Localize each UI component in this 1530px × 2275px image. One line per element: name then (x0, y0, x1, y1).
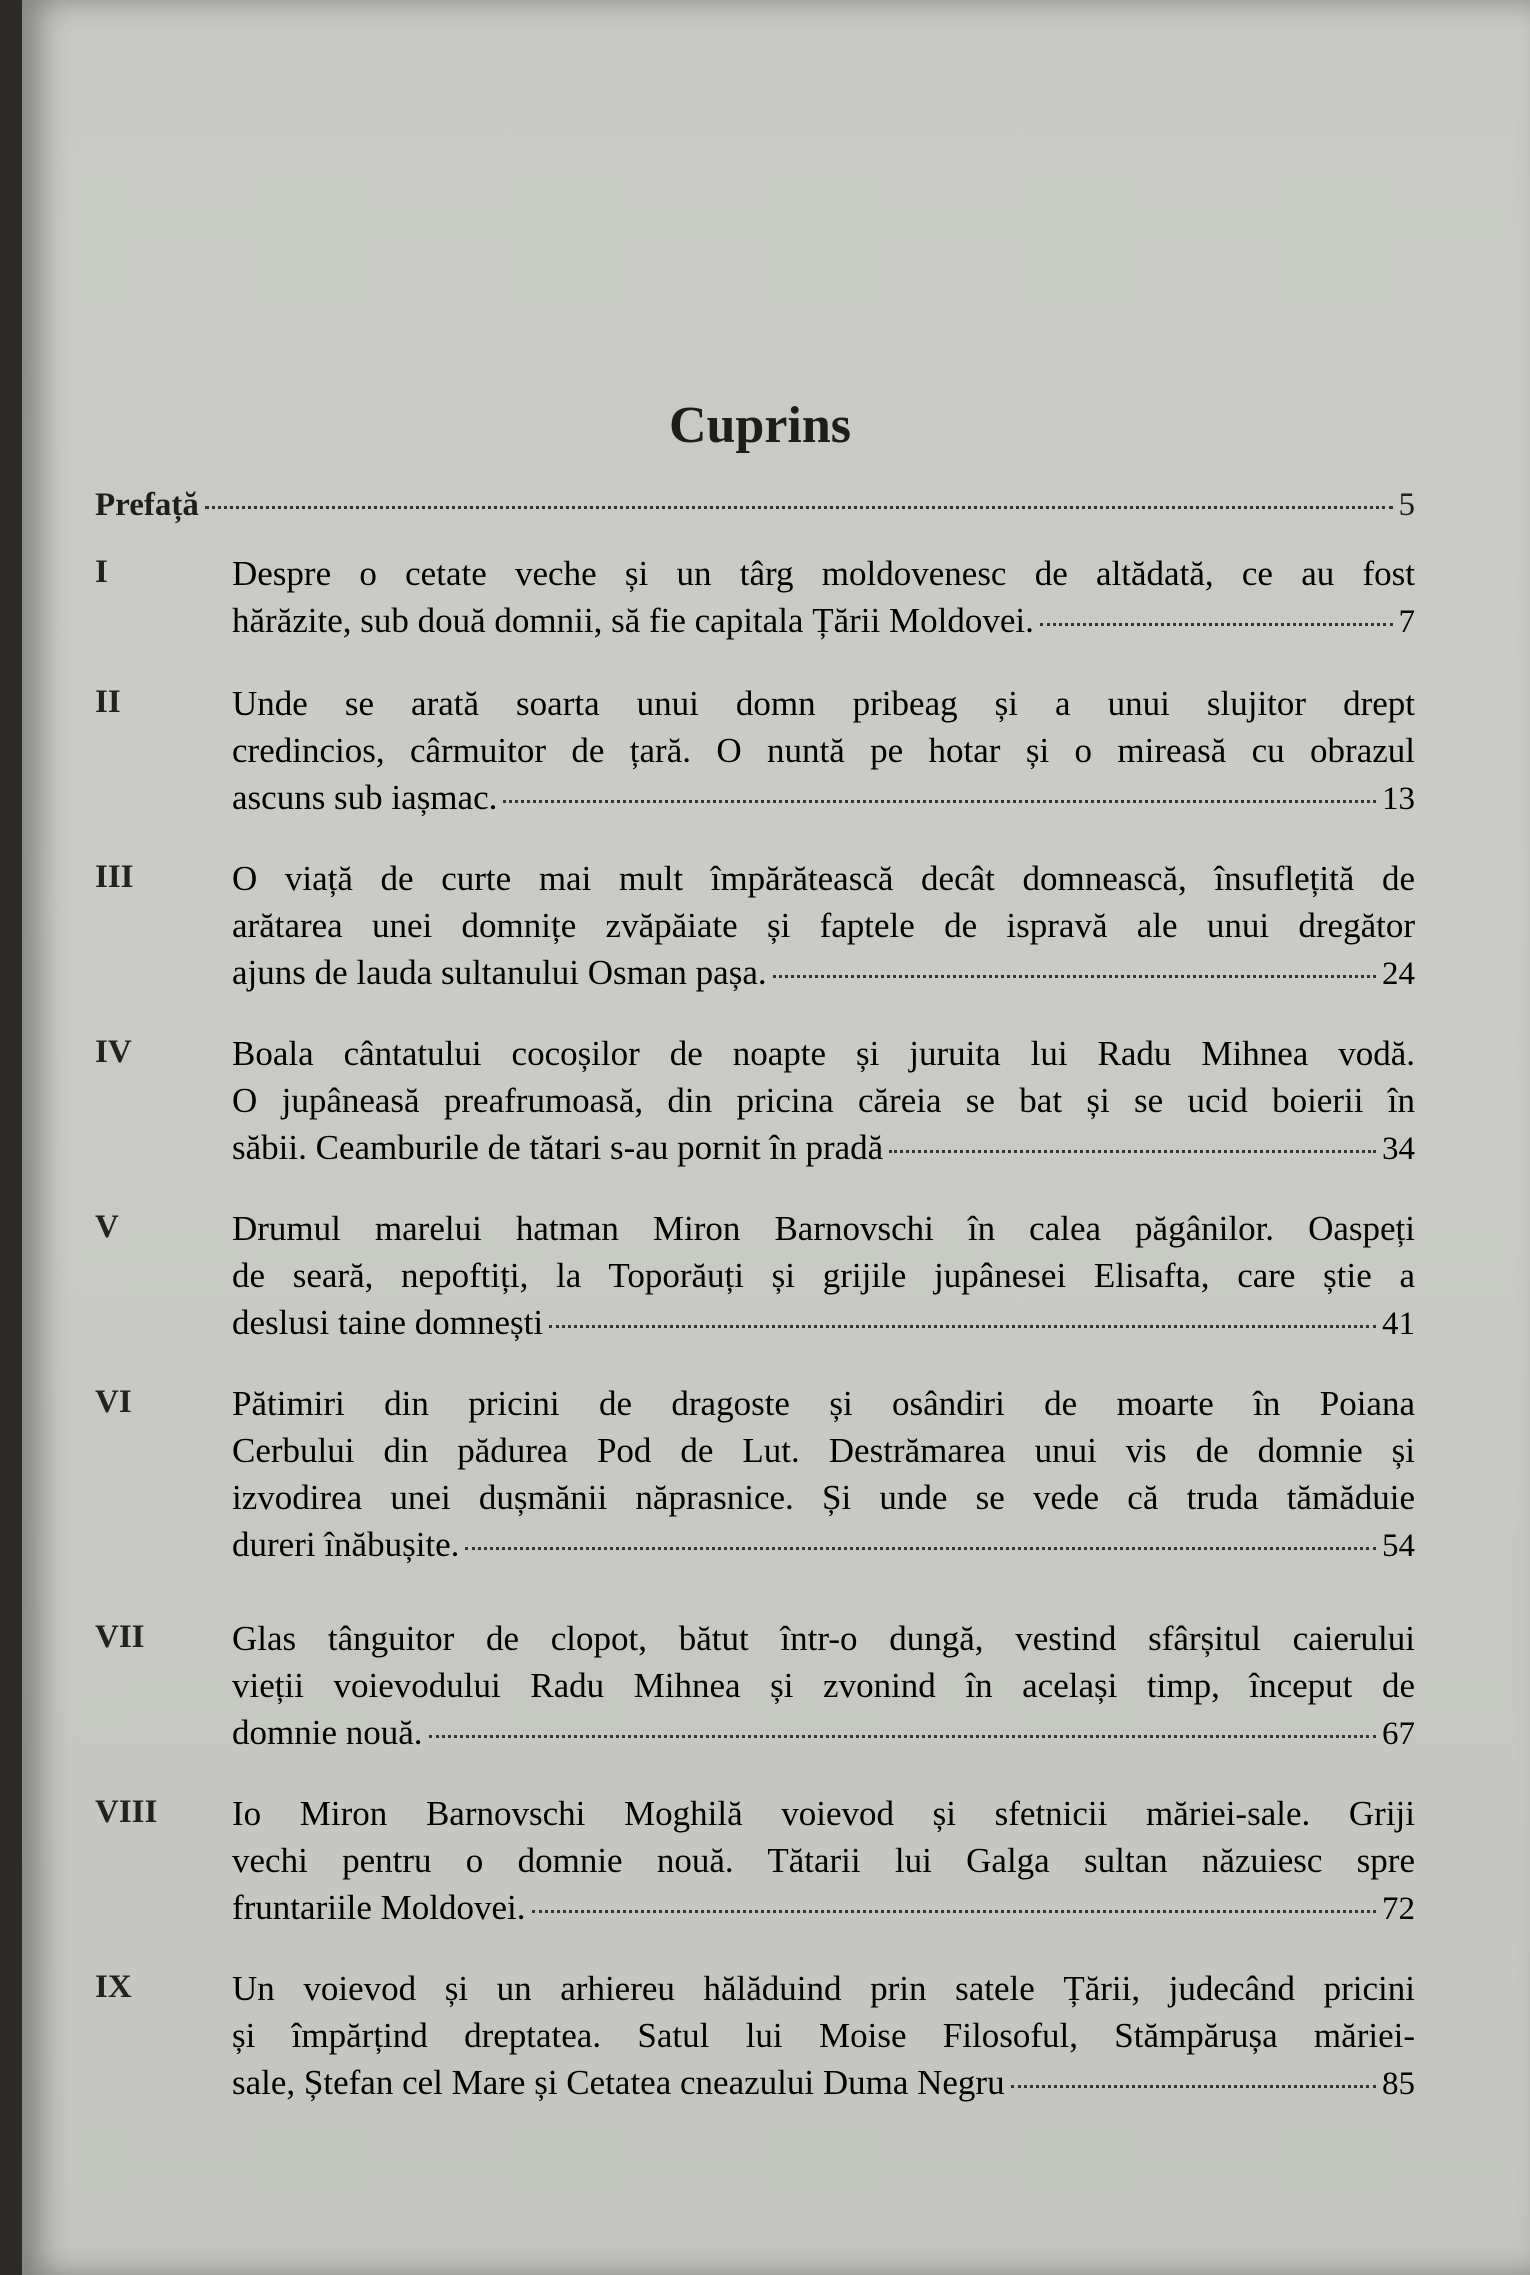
chapter-title-last-line (232, 1299, 1415, 1348)
chapter-title-last-line (232, 1124, 1415, 1173)
chapter-title-line: credincios, cârmuitor de țară. O nuntă pe hotar și o mireasă cu obrazul (232, 731, 1415, 770)
chapter-number: V (95, 1209, 119, 1245)
page-number: 13 (1382, 781, 1415, 817)
toc-entry-preface (95, 487, 1415, 524)
chapter-title-line: Io Miron Barnovschi Moghilă voievod și sfetnicii măriei-sale. Griji (232, 1794, 1415, 1833)
chapter-title-line: izvodirea unei dușmănii năprasnice. Și unde se vede că truda tămăduie (232, 1478, 1415, 1517)
leader-dots (429, 1735, 1376, 1738)
chapter-title-text: ascuns sub iașmac. (232, 778, 498, 817)
chapter-title-last-line (232, 1709, 1415, 1758)
chapter-title-line: Pătimiri din pricini de dragoste și osândiri de moarte în Poiana (232, 1384, 1415, 1423)
chapter-title (232, 1205, 1415, 1348)
chapter-title (232, 1380, 1415, 1570)
chapter-title (232, 1030, 1415, 1173)
leader-dots (503, 800, 1376, 803)
chapter-title-line: vieții voievodului Radu Mihnea și zvonind în același timp, început de (232, 1666, 1415, 1705)
page-number: 54 (1382, 1528, 1415, 1564)
chapter-title-line: arătarea unei domnițe zvăpăiate și faptele de ispravă ale unui dregător (232, 906, 1415, 945)
chapter-title-last-line (232, 1884, 1415, 1933)
page-title: Cuprins (668, 397, 852, 454)
chapter-number: IX (95, 1969, 132, 2005)
chapter-title-line: vechi pentru o domnie nouă. Tătarii lui Galga sultan năzuiesc spre (232, 1841, 1415, 1880)
chapter-number: IV (95, 1034, 132, 1070)
chapter-title-line: Un voievod și un arhiereu hălăduind prin satele Țării, judecând pricini (232, 1969, 1415, 2008)
leader-dots (205, 506, 1393, 509)
leader-dots (1040, 623, 1393, 626)
chapter-title (232, 1615, 1415, 1758)
page-number: 7 (1398, 604, 1415, 640)
chapter-title-last-line (232, 774, 1415, 823)
chapter-title-line: și împărțind dreptatea. Satul lui Moise Filosoful, Stămpărușa măriei- (232, 2016, 1415, 2055)
chapter-title-last-line (232, 597, 1415, 646)
chapter-title-line: Despre o cetate veche și un târg moldovenesc de altădată, ce au fost (232, 554, 1415, 593)
chapter-title-line: Unde se arată soarta unui domn pribeag și a unui slujitor drept (232, 684, 1415, 723)
chapter-number: II (95, 684, 121, 720)
chapter-title-text: sale, Ștefan cel Mare și Cetatea cneazului Duma Negru (232, 2063, 1005, 2102)
chapter-number: VII (95, 1619, 145, 1655)
chapter-number: I (95, 554, 108, 590)
chapter-title (232, 680, 1415, 823)
chapter-title (232, 1965, 1415, 2108)
chapter-title-last-line (232, 1521, 1415, 1570)
chapter-title-line: O viață de curte mai mult împărătească decât domnească, însuflețită de (232, 859, 1415, 898)
chapter-title-line: Boala cântatului cocoșilor de noapte și juruita lui Radu Mihnea vodă. (232, 1034, 1415, 1073)
leader-dots (465, 1547, 1376, 1550)
chapter-title-last-line (232, 949, 1415, 998)
chapter-title (232, 550, 1415, 646)
chapter-title-line: Glas tânguitor de clopot, bătut într-o dungă, vestind sfârșitul caierului (232, 1619, 1415, 1658)
chapter-title-last-line (232, 2059, 1415, 2108)
leader-dots (549, 1325, 1376, 1328)
chapter-title-line: O jupâneasă preafrumoasă, din pricina căreia se bat și se ucid boierii în (232, 1081, 1415, 1120)
chapter-number: III (95, 859, 134, 895)
chapter-title-line: Cerbului din pădurea Pod de Lut. Destrămarea unui vis de domnie și (232, 1431, 1415, 1470)
preface-label: Prefață (95, 487, 199, 523)
page-number: 72 (1382, 1891, 1415, 1927)
chapter-title (232, 1790, 1415, 1933)
page-number: 5 (1398, 487, 1415, 523)
page-number: 34 (1382, 1131, 1415, 1167)
chapter-title-line: de seară, nepoftiți, la Toporăuți și grijile jupânesei Elisafta, care știe a (232, 1256, 1415, 1295)
chapter-title-text: săbii. Ceamburile de tătari s-au pornit în pradă (232, 1128, 884, 1167)
chapter-title-text: hărăzite, sub două domnii, să fie capitala Țării Moldovei. (232, 601, 1034, 640)
chapter-number: VI (95, 1384, 132, 1420)
leader-dots (773, 975, 1376, 978)
chapter-title-text: domnie nouă. (232, 1713, 423, 1752)
chapter-number: VIII (95, 1794, 158, 1830)
chapter-title-text: fruntariile Moldovei. (232, 1888, 526, 1927)
leader-dots (889, 1150, 1376, 1153)
chapter-title-text: dureri înăbușite. (232, 1525, 460, 1564)
chapter-title-text: ajuns de lauda sultanului Osman pașa. (232, 953, 767, 992)
chapter-title (232, 855, 1415, 998)
page-number: 41 (1382, 1306, 1415, 1342)
leader-dots (1011, 2085, 1376, 2088)
page-number: 85 (1382, 2066, 1415, 2102)
chapter-title-text: deslusi taine domnești (232, 1303, 544, 1342)
chapter-title-line: Drumul marelui hatman Miron Barnovschi în calea păgânilor. Oaspeți (232, 1209, 1415, 1248)
page-number: 67 (1382, 1716, 1415, 1752)
page-number: 24 (1382, 956, 1415, 992)
leader-dots (532, 1910, 1376, 1913)
